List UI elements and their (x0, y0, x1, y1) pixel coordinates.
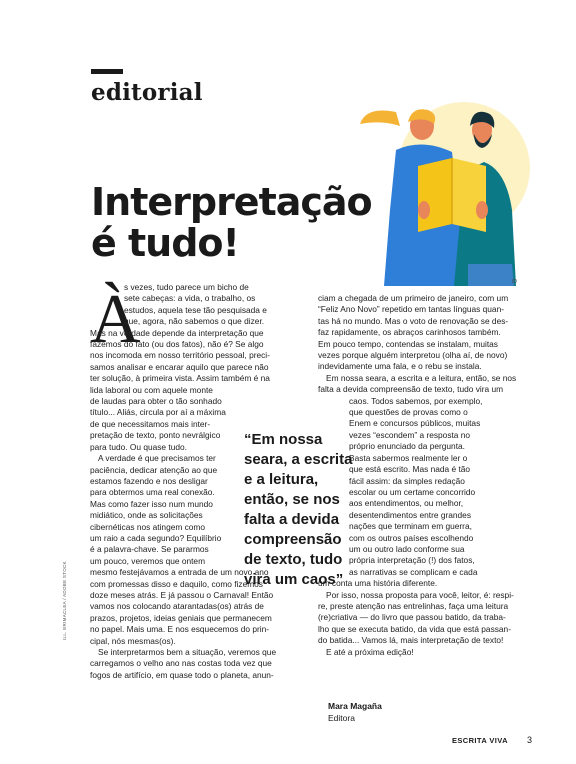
text-line: estudos, aquela tese tão pesquisada e (124, 304, 267, 315)
text-line: (re)criativa — do livro que passou batido, da traba- (318, 612, 506, 623)
drop-cap: À (90, 281, 141, 358)
pull-quote-line: vira um caos” (244, 571, 344, 588)
book-right (452, 158, 486, 232)
text-line: um pouco, veremos que ontem (90, 555, 206, 566)
text-line: A verdade é que precisamos ter (98, 453, 216, 464)
text-line: carregamos o velho ano nas costas toda vez que (90, 658, 272, 669)
text-line: próprio enunciado da pergunta. (349, 441, 465, 452)
text-line: indevidamente uma fala, e o rebu se instala. (318, 361, 482, 372)
text-line: título... Aliás, circula por aí a máxima (90, 407, 226, 418)
text-line: falta a devida compreensão de texto, tudo vira um (318, 384, 504, 395)
book-left (418, 158, 452, 232)
text-line: própria interpretação (!) dos fatos, (349, 555, 475, 566)
text-line: faz rapidamente, os abraços carinhosos também. (318, 327, 501, 338)
illustration-credit: ID (512, 279, 517, 285)
text-line: s vezes, tudo parece um bicho de (124, 282, 249, 292)
text-line: que questões de provas como o (349, 407, 468, 418)
text-line: Mas na verdade depende da interpretação que (90, 327, 264, 338)
text-line: nos incomoda em nosso território pessoal, preci- (90, 350, 270, 361)
text-line: cibernéticas nos atingem como (90, 521, 206, 532)
text-line: um raio a cada segundo? Equilíbrio (90, 532, 222, 543)
headline-line-2: é tudo! (91, 221, 239, 265)
text-line: que, agora, não sabemos o que dizer. (124, 316, 265, 327)
text-line: Se interpretarmos bem a situação, veremos que (98, 647, 277, 657)
text-line: um conta uma história diferente. (318, 578, 438, 589)
text-line: de laudas para obter o tão sonhado (90, 396, 222, 407)
text-line: caos. Todos sabemos, por exemplo, (349, 395, 483, 406)
text-line: ter solução, à primeira vista. Assim também é na (90, 373, 270, 384)
text-line: doze meses atrás. E já passou o Carnaval! Então (90, 589, 274, 600)
text-line: pretação de texto, ponto nevrálgico (90, 430, 221, 441)
text-line: cipal, nós mesmas(os). (90, 635, 176, 646)
text-line: re, preste atenção nas entrelinhas, faça uma leitura (318, 600, 509, 611)
text-line: prazos, projetos, ideias geniais que permanecem (90, 612, 272, 623)
text-line: fácil assim: da simples redação (349, 475, 465, 486)
text-line: é a palavra-chave. Se pararmos (90, 544, 209, 555)
text-line: vezes “escondem” a resposta no (349, 429, 471, 440)
pull-quote-line: falta a devida (244, 511, 340, 528)
woman-ponytail (360, 111, 400, 127)
text-line: lida laboral ou com aquele monte (90, 384, 213, 395)
text-line: Por isso, nossa proposta para você, leitor, é: respi- (326, 589, 514, 600)
text-line: do batida... Vamos lá, mais interpretação de texto! (318, 635, 504, 646)
text-line: desentendimentos entre grandes (349, 509, 471, 520)
author-role: Editora (328, 713, 355, 723)
text-line: fazemos do fato (ou dos fatos), não é? Se algo (90, 339, 264, 350)
text-line: ciam a chegada de um primeiro de janeiro, com um (318, 293, 509, 303)
text-line: aos entendimentos, ou melhor, (349, 498, 464, 509)
text-line: vamos nos colocando atarantadas(os) atrás de (90, 601, 264, 612)
text-line: com os outros países escolhendo (349, 532, 474, 543)
text-line: para tudo. Ou quase tudo. (90, 441, 187, 452)
text-line: escolar ou um certame concorrido (349, 486, 476, 497)
pull-quote-line: de texto, tudo (244, 551, 343, 568)
text-line: E até a próxima edição! (326, 646, 414, 657)
text-line: Mas como fazer isso num mundo (90, 498, 213, 509)
page-number: 3 (527, 735, 533, 745)
text-line: para obtermos uma real conexão. (90, 487, 215, 498)
pull-quote-line: e a leitura, (244, 471, 319, 488)
pull-quote (244, 430, 353, 590)
text-line: midiático, onde as solicitações (90, 510, 203, 521)
headline (91, 180, 372, 265)
text-line: nações que terminam em guerra, (349, 521, 472, 532)
column-2 (318, 293, 516, 658)
text-line: mesmo festejávamos a entrada de um novo ano (90, 567, 269, 578)
pull-quote-line: então, se nos (244, 491, 340, 508)
pull-quote-line: “Em nossa (244, 431, 323, 448)
text-line: um ou outro lado conforme sua (349, 543, 465, 554)
text-line: vezes porque alguém interpretou (olha aí, de novo) (318, 350, 508, 361)
text-line: as narrativas se complicam e cada (349, 566, 478, 577)
section-rule (91, 69, 123, 74)
text-line: no papel. Mais uma. E nos esquecemos do prin- (90, 624, 270, 635)
text-line: lho que se executa batido, da vida que está passan- (318, 623, 511, 634)
woman-hand (418, 201, 430, 219)
text-line: Enem e concursos públicos, muitas (349, 418, 481, 429)
man-jeans (468, 264, 514, 286)
text-line: paciência, dedicar atenção ao que (90, 464, 218, 475)
pull-quote-line: seara, a escrita (244, 451, 353, 468)
text-line: fogos de artifício, em quase todo o planeta, anun- (90, 669, 274, 680)
text-line: que está escrito. Mas nada é tão (349, 464, 471, 475)
text-line: de que necessitamos mais inter- (90, 418, 211, 429)
pull-quote-line: compreensão (244, 531, 342, 548)
man-hand (476, 201, 488, 219)
text-line: Basta sabermos realmente ler o (349, 452, 468, 463)
text-line: tas há no mundo. Mas o voto de renovação se des- (318, 315, 509, 326)
magazine-name: ESCRITA VIVA (452, 736, 508, 745)
text-line: Em pouco tempo, contendas se instalam, muitas (318, 338, 498, 349)
author-name: Mara Magaña (328, 701, 382, 711)
headline-line-1: Interpretação (91, 180, 372, 224)
section-label: editorial (91, 79, 203, 106)
text-line: “Feliz Ano Novo” repetido em tantas línguas quan- (318, 304, 504, 315)
text-line: samos analisar e encarar aquilo que parece não (90, 361, 269, 372)
text-line: sete cabeças: a vida, o trabalho, os (124, 293, 256, 304)
text-line: estamos fazendo e nos desligar (90, 475, 208, 486)
photo-credit: ILL. ERIMACLEA / ADOBE STOCK (62, 561, 67, 640)
text-line: com promessas disso e daquilo, como fizemos (90, 578, 263, 589)
couple-reading-illustration (356, 100, 532, 286)
text-line: Em nossa seara, a escrita e a leitura, então, se nos (326, 372, 517, 383)
